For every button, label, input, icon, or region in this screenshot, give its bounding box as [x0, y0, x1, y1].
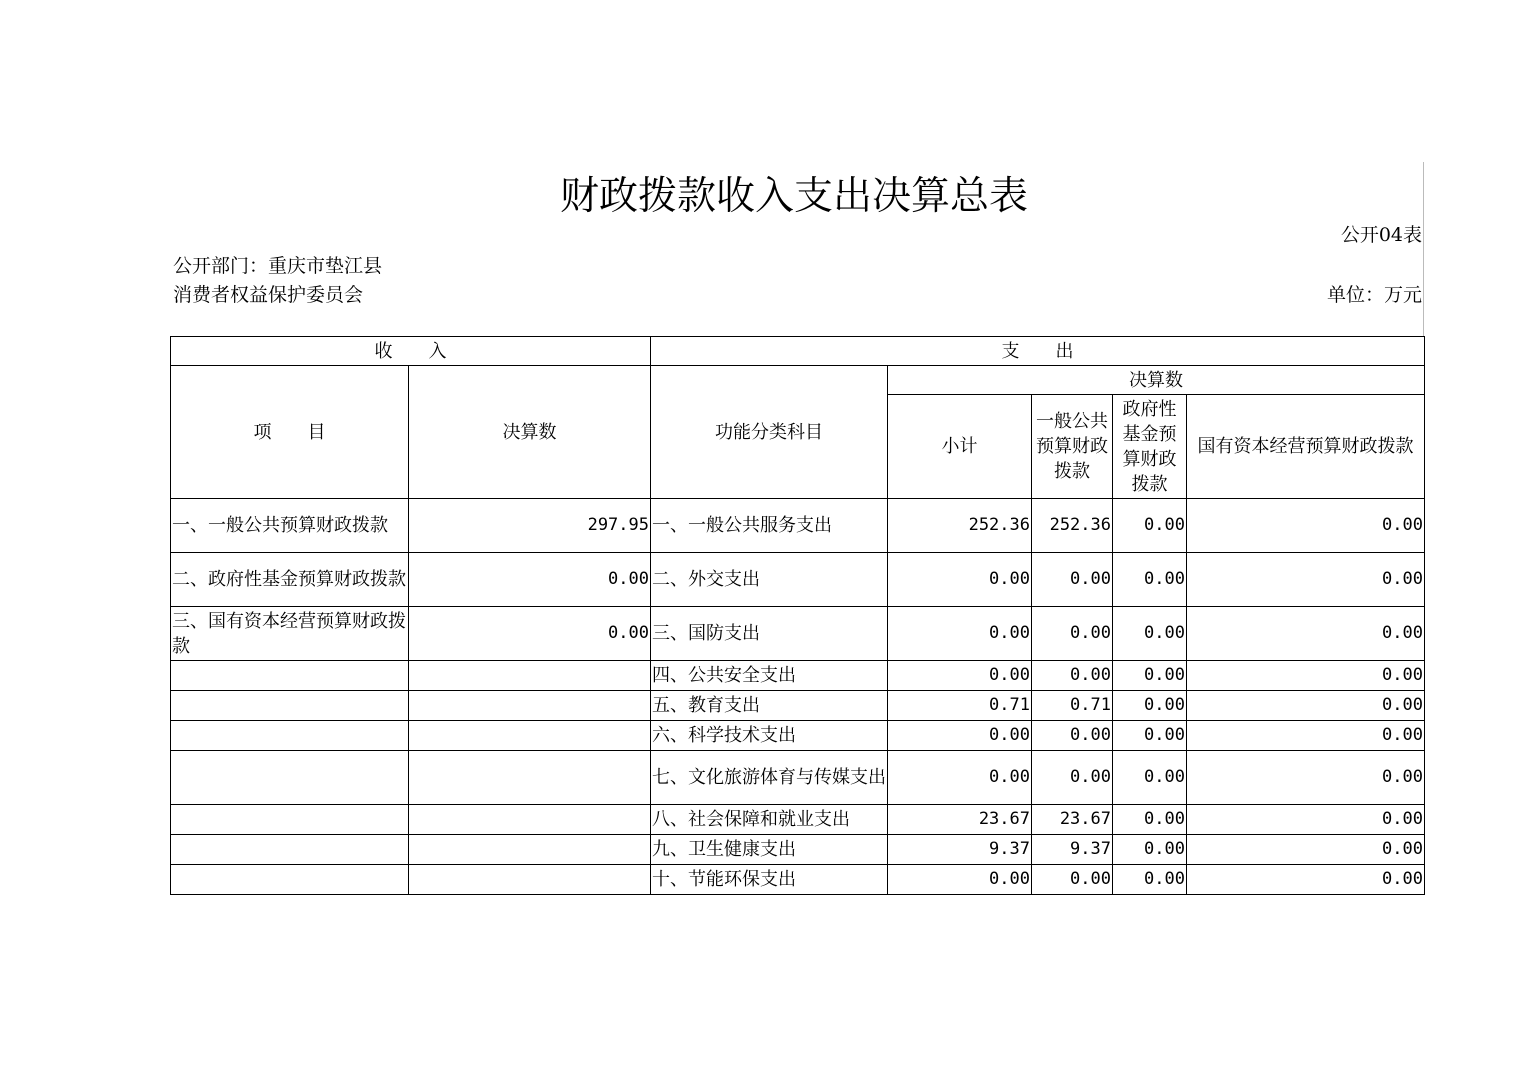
final-amount-group-header: 决算数 [888, 366, 1425, 395]
gov-fund-cell: 0.00 [1113, 607, 1187, 661]
expense-item-cell: 九、卫生健康支出 [651, 835, 888, 865]
item-header: 项 目 [171, 366, 409, 499]
gov-fund-cell: 0.00 [1113, 499, 1187, 553]
income-amount-cell: 297.95 [409, 499, 651, 553]
general-budget-cell: 0.00 [1032, 661, 1113, 691]
subtotal-cell: 0.00 [888, 661, 1032, 691]
income-amount-cell: 0.00 [409, 553, 651, 607]
income-amount-cell [409, 661, 651, 691]
subtotal-cell: 0.00 [888, 553, 1032, 607]
table-row [171, 607, 1425, 661]
income-item-cell [171, 661, 409, 691]
subtotal-cell: 0.00 [888, 751, 1032, 805]
gov-fund-cell: 0.00 [1113, 751, 1187, 805]
state-capital-cell: 0.00 [1187, 553, 1425, 607]
budget-table [170, 336, 1425, 895]
income-amount-cell [409, 835, 651, 865]
table-row [171, 835, 1425, 865]
page-title: 财政拨款收入支出决算总表 [560, 174, 1029, 219]
subtotal-cell: 252.36 [888, 499, 1032, 553]
general-budget-cell: 0.00 [1032, 721, 1113, 751]
subtotal-cell: 0.71 [888, 691, 1032, 721]
income-item-cell [171, 721, 409, 751]
state-capital-cell: 0.00 [1187, 721, 1425, 751]
income-item-cell: 二、政府性基金预算财政拨款 [171, 553, 409, 607]
gov-fund-cell: 0.00 [1113, 805, 1187, 835]
expense-item-cell: 七、文化旅游体育与传媒支出 [651, 751, 888, 805]
gov-fund-cell: 0.00 [1113, 721, 1187, 751]
expense-item-cell: 二、外交支出 [651, 553, 888, 607]
income-item-cell [171, 865, 409, 895]
income-amount-cell [409, 865, 651, 895]
expense-item-cell: 五、教育支出 [651, 691, 888, 721]
expense-item-cell: 三、国防支出 [651, 607, 888, 661]
income-amount-cell [409, 721, 651, 751]
header-row-1 [171, 337, 1425, 366]
income-item-cell [171, 751, 409, 805]
subtotal-cell: 23.67 [888, 805, 1032, 835]
income-item-cell [171, 805, 409, 835]
header-row-2 [171, 366, 1425, 395]
gov-fund-cell: 0.00 [1113, 661, 1187, 691]
state-capital-cell: 0.00 [1187, 835, 1425, 865]
state-capital-cell: 0.00 [1187, 865, 1425, 895]
state-capital-cell: 0.00 [1187, 661, 1425, 691]
general-budget-cell: 23.67 [1032, 805, 1113, 835]
table-row [171, 865, 1425, 895]
expense-item-cell: 十、节能环保支出 [651, 865, 888, 895]
expense-item-cell: 一、一般公共服务支出 [651, 499, 888, 553]
state-capital-cell: 0.00 [1187, 499, 1425, 553]
state-capital-header: 国有资本经营预算财政拨款 [1187, 395, 1425, 499]
income-amount-cell: 0.00 [409, 607, 651, 661]
gov-fund-cell: 0.00 [1113, 553, 1187, 607]
gov-fund-cell: 0.00 [1113, 865, 1187, 895]
state-capital-cell: 0.00 [1187, 805, 1425, 835]
unit-label: 单位：万元 [1326, 284, 1422, 306]
general-budget-cell: 252.36 [1032, 499, 1113, 553]
table-code: 公开04表 [1340, 224, 1422, 246]
income-item-cell: 三、国有资本经营预算财政拨款 [171, 607, 409, 661]
table-row [171, 661, 1425, 691]
income-amount-cell [409, 691, 651, 721]
table-row [171, 691, 1425, 721]
expense-item-cell: 六、科学技术支出 [651, 721, 888, 751]
table-row [171, 499, 1425, 553]
gov-fund-cell: 0.00 [1113, 691, 1187, 721]
department-label: 公开部门：重庆市垫江县消费者权益保护委员会 [173, 255, 383, 306]
subtotal-cell: 9.37 [888, 835, 1032, 865]
function-category-header: 功能分类科目 [651, 366, 888, 499]
table-row [171, 751, 1425, 805]
state-capital-cell: 0.00 [1187, 607, 1425, 661]
general-budget-cell: 0.00 [1032, 751, 1113, 805]
subtotal-cell: 0.00 [888, 865, 1032, 895]
expense-item-cell: 四、公共安全支出 [651, 661, 888, 691]
income-header: 收 入 [171, 337, 651, 366]
income-item-cell: 一、一般公共预算财政拨款 [171, 499, 409, 553]
subtotal-cell: 0.00 [888, 721, 1032, 751]
general-budget-cell: 0.00 [1032, 865, 1113, 895]
page-border-line [1423, 162, 1424, 337]
table-row [171, 805, 1425, 835]
state-capital-cell: 0.00 [1187, 751, 1425, 805]
income-amount-cell [409, 805, 651, 835]
gov-fund-cell: 0.00 [1113, 835, 1187, 865]
table-row [171, 721, 1425, 751]
income-item-cell [171, 691, 409, 721]
table-row [171, 553, 1425, 607]
expense-item-cell: 八、社会保障和就业支出 [651, 805, 888, 835]
general-budget-cell: 0.71 [1032, 691, 1113, 721]
final-amount-header: 决算数 [409, 366, 651, 499]
gov-fund-header: 政府性基金预算财政拨款 [1113, 395, 1187, 499]
income-amount-cell [409, 751, 651, 805]
general-budget-cell: 0.00 [1032, 607, 1113, 661]
state-capital-cell: 0.00 [1187, 691, 1425, 721]
subtotal-cell: 0.00 [888, 607, 1032, 661]
income-item-cell [171, 835, 409, 865]
general-budget-cell: 9.37 [1032, 835, 1113, 865]
expense-header: 支 出 [651, 337, 1425, 366]
general-budget-cell: 0.00 [1032, 553, 1113, 607]
general-budget-header: 一般公共预算财政拨款 [1032, 395, 1113, 499]
subtotal-header: 小计 [888, 395, 1032, 499]
